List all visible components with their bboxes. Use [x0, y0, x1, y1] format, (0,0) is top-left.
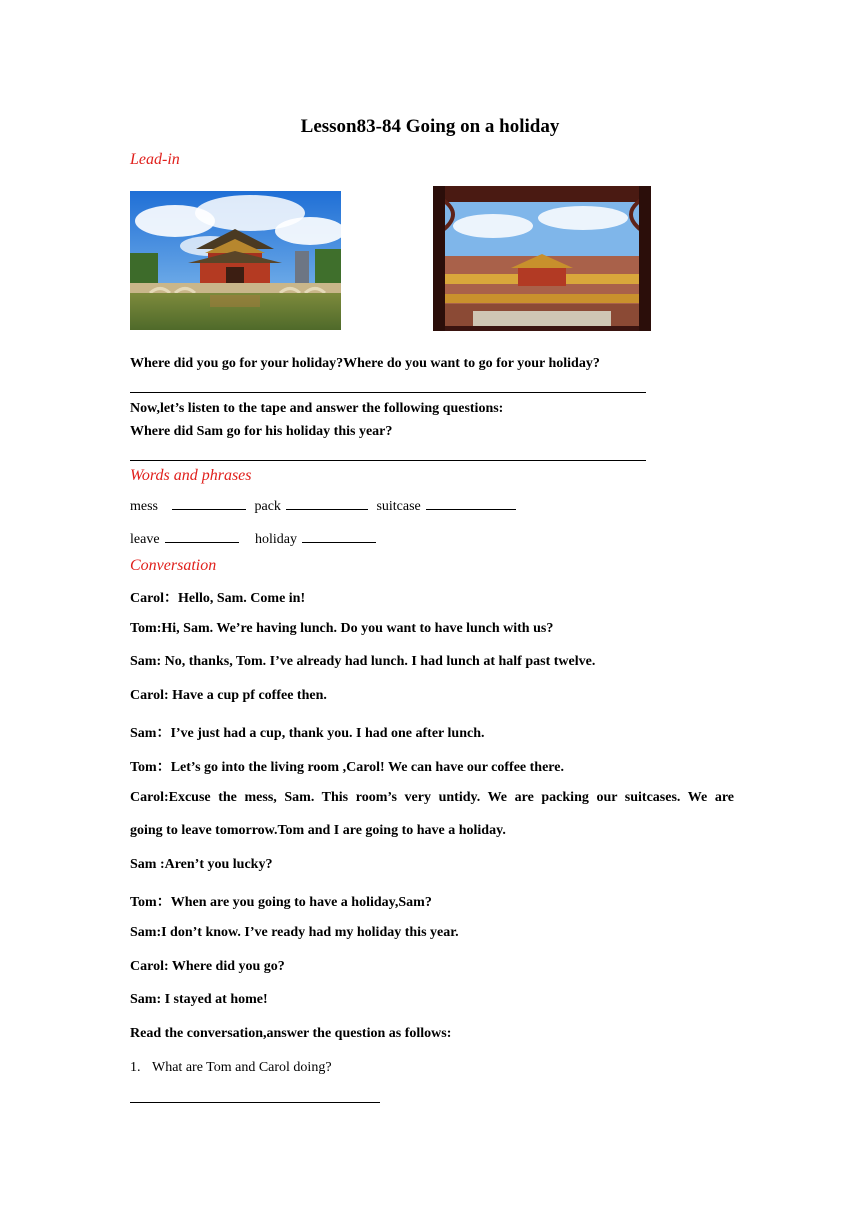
question-number: 1.	[130, 1060, 141, 1075]
section-heading-words: Words and phrases	[130, 467, 252, 484]
vocab-word: suitcase	[376, 499, 421, 514]
answer-line-2	[130, 460, 646, 461]
section-heading-lead-in: Lead-in	[130, 151, 180, 168]
temple-lake-photo	[130, 191, 341, 330]
dialogue-line: Tom：Let’s go into the living room ,Carol! We can have our coffee there.	[130, 760, 564, 775]
dialogue-line: Sam: I stayed at home!	[130, 992, 268, 1007]
dialogue-line: Carol:Excuse the mess, Sam. This room’s very untidy. We are packing our suitcases. We are	[130, 790, 734, 805]
answer-line-1	[130, 392, 646, 393]
vocab-word: mess	[130, 499, 158, 514]
vocab-blank	[172, 497, 246, 510]
section-heading-conversation: Conversation	[130, 557, 217, 574]
vocab-word: leave	[130, 532, 160, 547]
dialogue-line: Carol：Hello, Sam. Come in!	[130, 591, 306, 606]
vocab-blank	[426, 497, 516, 510]
page-title: Lesson83-84 Going on a holiday	[300, 116, 560, 137]
dialogue-line: Carol: Have a cup pf coffee then.	[130, 688, 327, 703]
dialogue-line: Tom:Hi, Sam. We’re having lunch. Do you want to have lunch with us?	[130, 621, 554, 636]
listen-instruction: Now,let’s listen to the tape and answer the following questions:	[130, 401, 504, 416]
dialogue-line: Sam :Aren’t you lucky?	[130, 857, 273, 872]
dialogue-line: Sam：I’ve just had a cup, thank you. I had one after lunch.	[130, 726, 485, 741]
vocab-blank	[286, 497, 368, 510]
vocab-word: pack	[254, 499, 281, 514]
dialogue-line: Sam: No, thanks, Tom. I’ve already had lunch. I had lunch at half past twelve.	[130, 654, 596, 669]
dialogue-line: Sam:I don’t know. I’ve ready had my holiday this year.	[130, 925, 459, 940]
vocab-row-2	[130, 530, 381, 548]
vocab-word: holiday	[255, 532, 298, 547]
vocab-row-1	[130, 497, 521, 515]
dialogue-line: Tom：When are you going to have a holiday,Sam?	[130, 895, 432, 910]
vocab-blank	[302, 530, 376, 543]
listen-question: Where did Sam go for his holiday this year?	[130, 424, 393, 439]
vocab-blank	[165, 530, 239, 543]
dialogue-line: Carol: Where did you go?	[130, 959, 285, 974]
dialogue-line: going to leave tomorrow.Tom and I are going to have a holiday.	[130, 823, 506, 838]
question-1	[130, 1060, 332, 1076]
palace-window-photo	[433, 186, 651, 331]
question-text: What are Tom and Carol doing?	[152, 1060, 332, 1075]
answer-line-3	[130, 1102, 380, 1103]
holiday-question: Where did you go for your holiday?Where do you want to go for your holiday?	[130, 356, 600, 371]
reading-instruction: Read the conversation,answer the question as follows:	[130, 1026, 452, 1041]
